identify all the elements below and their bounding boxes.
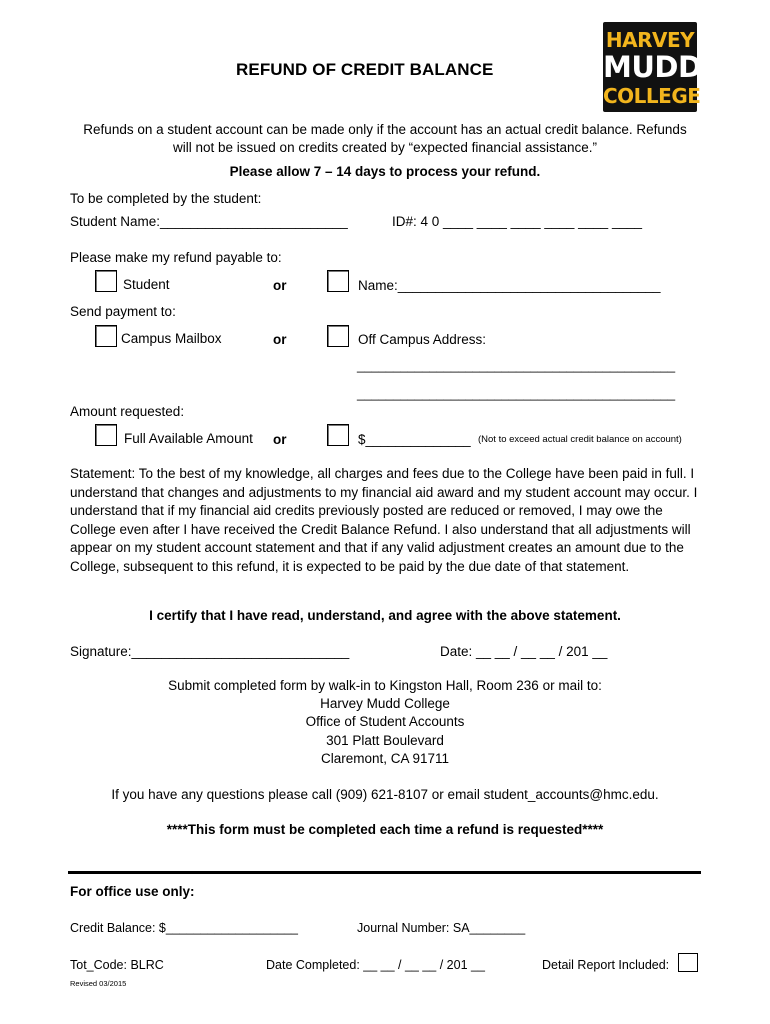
detail-report-label: Detail Report Included:: [542, 958, 670, 972]
reminder-notice: ****This form must be completed each time a refund is requested****: [166, 822, 604, 837]
full-amount-label: Full Available Amount: [124, 431, 253, 446]
payable-student-label: Student: [123, 277, 170, 292]
payable-student-checkbox[interactable]: [95, 270, 117, 292]
campus-mailbox-label: Campus Mailbox: [121, 331, 222, 346]
address-line-1[interactable]: ____________________________________________: [357, 358, 676, 373]
office-divider: [68, 871, 701, 874]
certify-statement: I certify that I have read, understand, and agree with the above statement.: [149, 608, 621, 623]
full-amount-checkbox[interactable]: [95, 424, 117, 446]
amount-note: (Not to exceed actual credit balance on account): [478, 434, 682, 445]
mail-address-line-4: Claremont, CA 91711: [320, 751, 450, 766]
mail-address-line-1: Harvey Mudd College: [320, 696, 450, 711]
processing-notice: Please allow 7 – 14 days to process your refund.: [229, 164, 541, 179]
payable-name-field[interactable]: Name:___________________________________: [358, 278, 661, 293]
intro-line-1: Refunds on a student account can be made only if the account has an actual credit balance. Refunds: [83, 122, 687, 137]
detail-report-checkbox[interactable]: [678, 953, 698, 972]
amount-or-label: or: [273, 432, 287, 447]
office-use-heading: For office use only:: [70, 884, 195, 899]
specific-amount-checkbox[interactable]: [327, 424, 349, 446]
send-payment-or-label: or: [273, 332, 287, 347]
credit-balance-field[interactable]: Credit Balance: $___________________: [70, 921, 298, 935]
signature-date-field[interactable]: Date: __ __ / __ __ / 201 __: [440, 644, 608, 659]
logo-line-2: MUDD: [603, 50, 702, 84]
journal-number-field[interactable]: Journal Number: SA________: [357, 921, 526, 935]
amount-heading: Amount requested:: [70, 404, 185, 419]
logo-line-1: HARVEY: [605, 28, 695, 52]
specific-amount-field[interactable]: $______________: [358, 432, 471, 447]
mail-address-line-3: 301 Platt Boulevard: [326, 733, 444, 748]
payable-heading: Please make my refund payable to:: [70, 250, 282, 265]
signature-field[interactable]: Signature:_____________________________: [70, 644, 350, 659]
page-title: REFUND OF CREDIT BALANCE: [236, 60, 494, 79]
send-payment-heading: Send payment to:: [70, 304, 176, 319]
date-completed-field[interactable]: Date Completed: __ __ / __ __ / 201 __: [266, 958, 485, 972]
payable-or-label: or: [273, 278, 287, 293]
college-logo: [603, 22, 702, 112]
off-campus-checkbox[interactable]: [327, 325, 349, 347]
student-section-heading: To be completed by the student:: [70, 191, 262, 206]
student-name-field[interactable]: Student Name:_________________________: [70, 214, 348, 229]
off-campus-label: Off Campus Address:: [358, 332, 487, 347]
student-id-field[interactable]: ID#: 4 0 ____ ____ ____ ____ ____ ____: [392, 214, 642, 229]
logo-line-3: COLLEGE: [603, 84, 701, 108]
address-line-2[interactable]: ____________________________________________: [357, 386, 676, 401]
submit-instructions: Submit completed form by walk-in to Kingston Hall, Room 236 or mail to:: [168, 678, 602, 693]
tot-code-field[interactable]: Tot_Code: BLRC: [70, 958, 164, 972]
mail-address-line-2: Office of Student Accounts: [305, 714, 465, 729]
revision-date: Revised 03/2015: [70, 979, 127, 988]
campus-mailbox-checkbox[interactable]: [95, 325, 117, 347]
statement-paragraph: Statement: To the best of my knowledge, all charges and fees due to the College have been paid in full. I understand that changes and adjustments to my financial aid award and my student account may occur. I understand that if my financial aid credits previously posted are reduced or removed, I may owe the College even after I have received the Credit Balance Refund. I also understand that all adjustments will appear on my student account statement and that if any valid adjustment creates an amount due to the College, subsequent to this refund, it is expected to be paid by the due date of that statement.: [70, 466, 698, 574]
payable-name-checkbox[interactable]: [327, 270, 349, 292]
intro-line-2: will not be issued on credits created by “expected financial assistance.”: [173, 140, 597, 155]
questions-contact: If you have any questions please call (909) 621-8107 or email student_accounts@hmc.edu.: [111, 787, 659, 802]
